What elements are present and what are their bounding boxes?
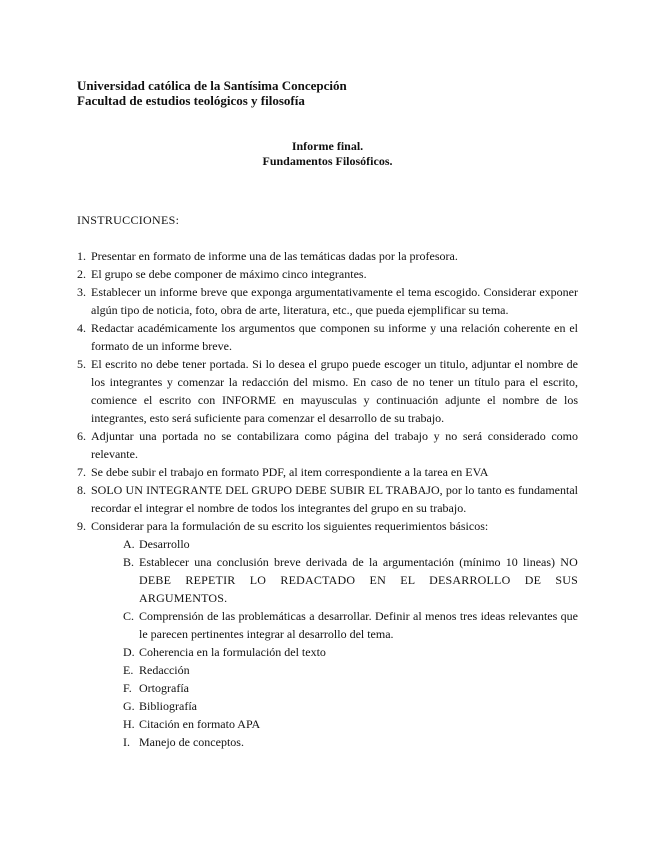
sub-item-text: Manejo de conceptos. [139,735,244,749]
list-item [77,319,578,355]
university-name: Universidad católica de la Santísima Concepción [77,78,347,93]
sub-item-text: Establecer una conclusión breve derivada de la argumentación (mínimo 10 lineas) [139,555,556,569]
list-item [77,355,578,427]
sub-item-text: Desarrollo [139,537,190,551]
item-number: 2. [77,267,86,281]
document-title [0,139,655,169]
document-header [77,78,347,108]
sub-item-text: Citación en formato APA [139,717,261,731]
sub-item-letter: G. [123,699,135,713]
sub-item-text: Coherencia en la formulación del texto [139,645,326,659]
item-number: 9. [77,519,86,533]
sub-list-item [123,679,578,697]
sub-list-item [123,607,578,643]
list-item [77,517,578,751]
item-text: Se debe subir el trabajo en formato PDF, al item correspondiente a la tarea en EVA [91,465,489,479]
item-text: El escrito no debe tener portada. Si lo desea el grupo puede escoger un titulo, adjuntar el nombre de los integrantes y comenzar la redacción del mismo. En caso de no tener un título para el escrito, comience el escrito con INFORME en mayusculas y continuación adjunte el nombre de los integrantes, esto será suficiente para comenzar el desarrollo de su trabajo. [91,357,578,425]
item-number: 4. [77,321,86,335]
item-number: 7. [77,465,86,479]
title-line-2: Fundamentos Filosóficos. [262,154,393,168]
sub-list-item [123,715,578,733]
list-item [77,265,578,283]
list-item [77,463,578,481]
sub-item-letter: C. [123,609,135,623]
item-number: 1. [77,249,86,263]
sub-item-text: Ortografía [139,681,189,695]
requirements-list [123,535,578,751]
item-text: El grupo se debe componer de máximo cinco integrantes. [91,267,367,281]
item-text: SOLO UN INTEGRANTE DEL GRUPO DEBE SUBIR EL TRABAJO, por lo tanto es fundamental recordar el integrar el nombre de todos los integrantes del grupo en su trabajo. [91,483,578,515]
item-number: 6. [77,429,86,443]
item-text: Establecer un informe breve que exponga argumentativamente el tema escogido. Considerar exponer algún tipo de noticia, foto, obra de arte, literatura, etc., que pueda ejemplificar su tema. [91,285,578,317]
sub-list-item [123,553,578,607]
faculty-name: Facultad de estudios teológicos y filosofía [77,93,305,108]
title-line-1: Informe final. [291,139,364,153]
item-text: Redactar académicamente los argumentos que componen su informe y una relación coherente en el formato de un informe breve. [91,321,578,353]
sub-list-item [123,733,578,751]
sub-item-letter: H. [123,717,135,731]
sub-list-item [123,643,578,661]
sub-item-text: Bibliografía [139,699,197,713]
sub-item-text: Comprensión de las problemáticas a desarrollar. Definir al menos tres ideas relevantes que le parecen pertinentes integrar al desarrollo del tema. [139,609,578,641]
sub-list-item [123,535,578,553]
item-text: Adjuntar una portada no se contabilizara como página del trabajo y no será considerado como relevante. [91,429,578,461]
list-item [77,427,578,463]
sub-item-text: Redacción [139,663,190,677]
instructions-list [77,247,578,751]
sub-item-letter: I. [123,735,130,749]
item-number: 8. [77,483,86,497]
item-text: Considerar para la formulación de su escrito los siguientes requerimientos básicos: [91,519,489,533]
sub-list-item [123,661,578,679]
sub-item-letter: A. [123,537,135,551]
sub-item-caps-text: NO DEBE REPETIR LO REDACTADO EN EL DESARROLLO DE SUS ARGUMENTOS. [139,555,579,605]
list-item [77,283,578,319]
item-number: 5. [77,357,86,371]
sub-item-letter: B. [123,555,135,569]
sub-item-letter: E. [123,663,134,677]
list-item [77,481,578,517]
sub-item-letter: D. [123,645,135,659]
list-item [77,247,578,265]
item-text: Presentar en formato de informe una de las temáticas dadas por la profesora. [91,249,458,263]
item-number: 3. [77,285,86,299]
instructions-label: INSTRUCCIONES: [77,213,180,227]
sub-item-letter: F. [123,681,132,695]
sub-list-item [123,697,578,715]
